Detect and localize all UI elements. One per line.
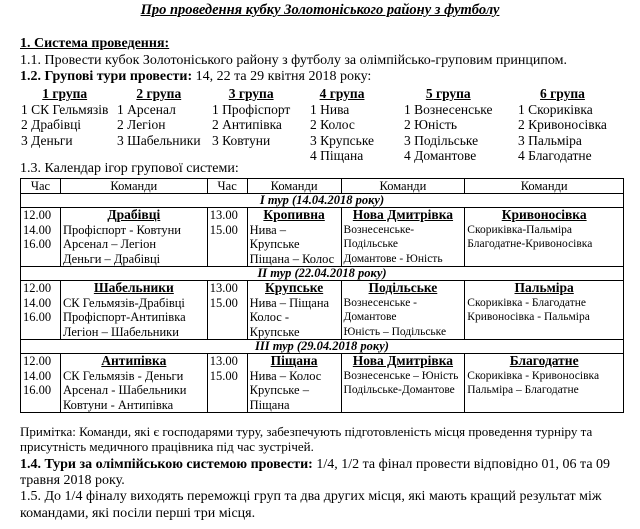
- group-6: [518, 86, 607, 164]
- games-cell: [465, 354, 624, 413]
- calendar-heading: 1.3. Календар ігор групової системи:: [20, 161, 239, 176]
- venue-name: Подільське: [368, 280, 438, 295]
- group-team: 1 СК Гельмязів: [21, 101, 109, 117]
- games-cell: [247, 208, 341, 267]
- group-team: 3 Подільське: [404, 132, 479, 148]
- match: Нива – Колос: [249, 368, 322, 383]
- group-team: 1 Вознесенське: [404, 101, 493, 117]
- games-cell: [341, 354, 465, 413]
- group-team: 3 Пальміра: [518, 132, 582, 148]
- match: Домантове - Юність: [343, 252, 443, 265]
- group-team: 2 Легіон: [117, 117, 166, 132]
- match: Нива – Піщана: [249, 295, 330, 310]
- games-cell: [247, 281, 341, 340]
- venue-name: Кропивна: [263, 207, 325, 222]
- group-team: 1 Скориківка: [518, 101, 593, 117]
- venue-name: Благодатне: [509, 353, 579, 368]
- match-time: 14.00: [23, 368, 52, 383]
- venue-name: Драбівці: [107, 207, 161, 222]
- match-time: 12.00: [23, 281, 52, 295]
- header-teams: Команди: [465, 179, 624, 194]
- match: Подільське-Домантове: [343, 384, 455, 396]
- match-time: 13.00: [209, 281, 238, 295]
- venue-name: Антипівка: [101, 353, 167, 368]
- group-name: 2 група: [136, 86, 182, 101]
- header-teams: Команди: [60, 179, 207, 194]
- document-title: Про проведення кубку Золотоніського району з футболу: [140, 2, 500, 18]
- match: Арсенал - Шабельники: [62, 383, 187, 397]
- group-name: 3 група: [228, 86, 274, 101]
- match: Піщана – Колос: [249, 251, 335, 266]
- match: Легіон – Шабельники: [62, 324, 179, 339]
- match: Юність – Подільське: [343, 325, 447, 338]
- group-name: 4 група: [319, 86, 365, 101]
- match-time: 16.00: [23, 310, 52, 324]
- group-4: [310, 86, 374, 164]
- match: Колос - Крупське: [249, 310, 300, 339]
- match-time: 16.00: [23, 237, 52, 251]
- group-team: 4 Піщана: [310, 148, 364, 163]
- tour-games-row: [21, 281, 624, 340]
- tour-row: [21, 194, 624, 208]
- match: Профіспорт-Антипівка: [62, 310, 186, 324]
- paragraph-1-1: 1.1. Провести кубок Золотоніського району з футболу за олімпійсько-груповим принципом.: [20, 53, 567, 68]
- group-2: [117, 86, 201, 148]
- paragraph-1-2-label: 1.2. Групові тури провести:: [20, 69, 193, 84]
- times-cell: [21, 354, 61, 413]
- venue-name: Піщана: [270, 353, 318, 368]
- games-cell: [60, 208, 207, 267]
- tour-label: І тур (14.04.2018 року): [21, 194, 624, 208]
- paragraph-1-2-dates: 14, 22 та 29 квітня 2018 року:: [192, 69, 372, 84]
- venue-name: Нова Дмитрівка: [352, 207, 454, 222]
- match-time: 14.00: [23, 295, 52, 310]
- paragraph-1-2: [20, 69, 371, 85]
- times-cell: [207, 208, 247, 267]
- group-team: 2 Юність: [404, 117, 458, 132]
- calendar-table: [20, 178, 624, 413]
- match: Вознесенське-Подільське: [343, 223, 415, 250]
- games-cell: [341, 208, 465, 267]
- venue-name: Шабельники: [93, 280, 174, 295]
- match: Нива – Крупське: [249, 222, 300, 251]
- group-name: 6 група: [540, 86, 585, 101]
- group-team: 3 Ковтуни: [212, 132, 271, 148]
- tour-games-row: [21, 208, 624, 267]
- match: Крупське – Піщана: [249, 383, 309, 412]
- group-team: 2 Антипівка: [212, 117, 282, 132]
- group-name: 1 група: [42, 86, 88, 101]
- paragraph-1-4-text: 1/4, 1/2 та фінал провести відповідно 01, 06 та 09 травня 2018 року.: [20, 457, 611, 488]
- match: Профіспорт - Ковтуни: [62, 222, 181, 237]
- match: Деньги – Драбівці: [62, 251, 161, 266]
- group-team: 4 Благодатне: [518, 148, 592, 163]
- header-teams: Команди: [341, 179, 465, 194]
- games-cell: [465, 281, 624, 340]
- calendar-header-row: [21, 179, 624, 194]
- match: Пальміра – Благодатне: [467, 384, 579, 396]
- group-5: [404, 86, 493, 164]
- games-cell: [60, 281, 207, 340]
- match-time: 14.00: [23, 222, 52, 237]
- group-team: 3 Шабельники: [117, 132, 201, 148]
- paragraph-1-4-label: 1.4. Тури за олімпійською системою провести:: [20, 457, 313, 472]
- group-team: 3 Крупське: [310, 132, 375, 148]
- tour-row: [21, 267, 624, 281]
- section-1-heading: 1. Система проведення:: [20, 36, 170, 51]
- match: Арсенал – Легіон: [62, 237, 157, 251]
- paragraph-1-4: [20, 457, 620, 489]
- note: Примітка: Команди, які є господарями туру, забезпечують підготовленість місця проведення турніру та присутність медичного працівника під час зустрічей.: [20, 424, 593, 454]
- match: Скориківка - Кривоносівка: [467, 369, 600, 382]
- match-time: 15.00: [209, 295, 238, 310]
- match: Скориківка - Благодатне: [467, 296, 587, 309]
- times-cell: [207, 281, 247, 340]
- tour-label: ІІІ тур (29.04.2018 року): [21, 340, 624, 354]
- games-cell: [341, 281, 465, 340]
- match: СК Гельмязів-Драбівці: [62, 295, 185, 310]
- header-teams: Команди: [247, 179, 341, 194]
- group-team: 2 Кривоносівка: [518, 117, 607, 132]
- match-time: 12.00: [23, 208, 52, 222]
- times-cell: [21, 208, 61, 267]
- games-cell: [247, 354, 341, 413]
- group-team: 1 Арсенал: [117, 101, 176, 117]
- match-time: 15.00: [209, 222, 238, 237]
- group-team: 1 Профіспорт: [212, 101, 291, 117]
- match: Ковтуни - Антипівка: [62, 397, 174, 412]
- match-time: 13.00: [209, 354, 238, 368]
- group-team: 1 Нива: [310, 101, 350, 117]
- group-team: 4 Домантове: [404, 148, 477, 163]
- venue-name: Пальміра: [514, 280, 574, 295]
- match: СК Гельмязів - Деньги: [62, 368, 184, 383]
- tour-games-row: [21, 354, 624, 413]
- group-team: 2 Драбівці: [21, 117, 82, 132]
- header-time: Час: [207, 179, 247, 194]
- match: Кривоносівка - Пальміра: [467, 311, 590, 323]
- games-cell: [60, 354, 207, 413]
- group-name: 5 група: [425, 86, 471, 101]
- group-3: [212, 86, 290, 148]
- match-time: 15.00: [209, 368, 238, 383]
- group-team: 2 Колос: [310, 117, 355, 132]
- group-team: 3 Деньги: [21, 132, 73, 148]
- venue-name: Крупське: [264, 280, 324, 295]
- tour-row: [21, 340, 624, 354]
- tour-label: ІІ тур (22.04.2018 року): [21, 267, 624, 281]
- match-time: 13.00: [209, 208, 238, 222]
- venue-name: Нова Дмитрівка: [352, 353, 454, 368]
- match-time: 12.00: [23, 354, 52, 368]
- group-1: [21, 86, 108, 148]
- header-time: Час: [21, 179, 61, 194]
- paragraph-1-5: 1.5. До 1/4 фіналу виходять переможці груп та два других місця, які мають кращий результат між командами, які посіли перші три місця.: [20, 489, 602, 521]
- match: Благодатне-Кривоносівка: [467, 238, 593, 250]
- venue-name: Кривоносівка: [501, 207, 587, 222]
- match-time: 16.00: [23, 383, 52, 397]
- match: Вознесенське – Юність: [343, 369, 459, 382]
- match: Скориківка-Пальміра: [467, 223, 573, 236]
- games-cell: [465, 208, 624, 267]
- times-cell: [207, 354, 247, 413]
- times-cell: [21, 281, 61, 340]
- match: Вознесенське - Домантове: [343, 296, 418, 323]
